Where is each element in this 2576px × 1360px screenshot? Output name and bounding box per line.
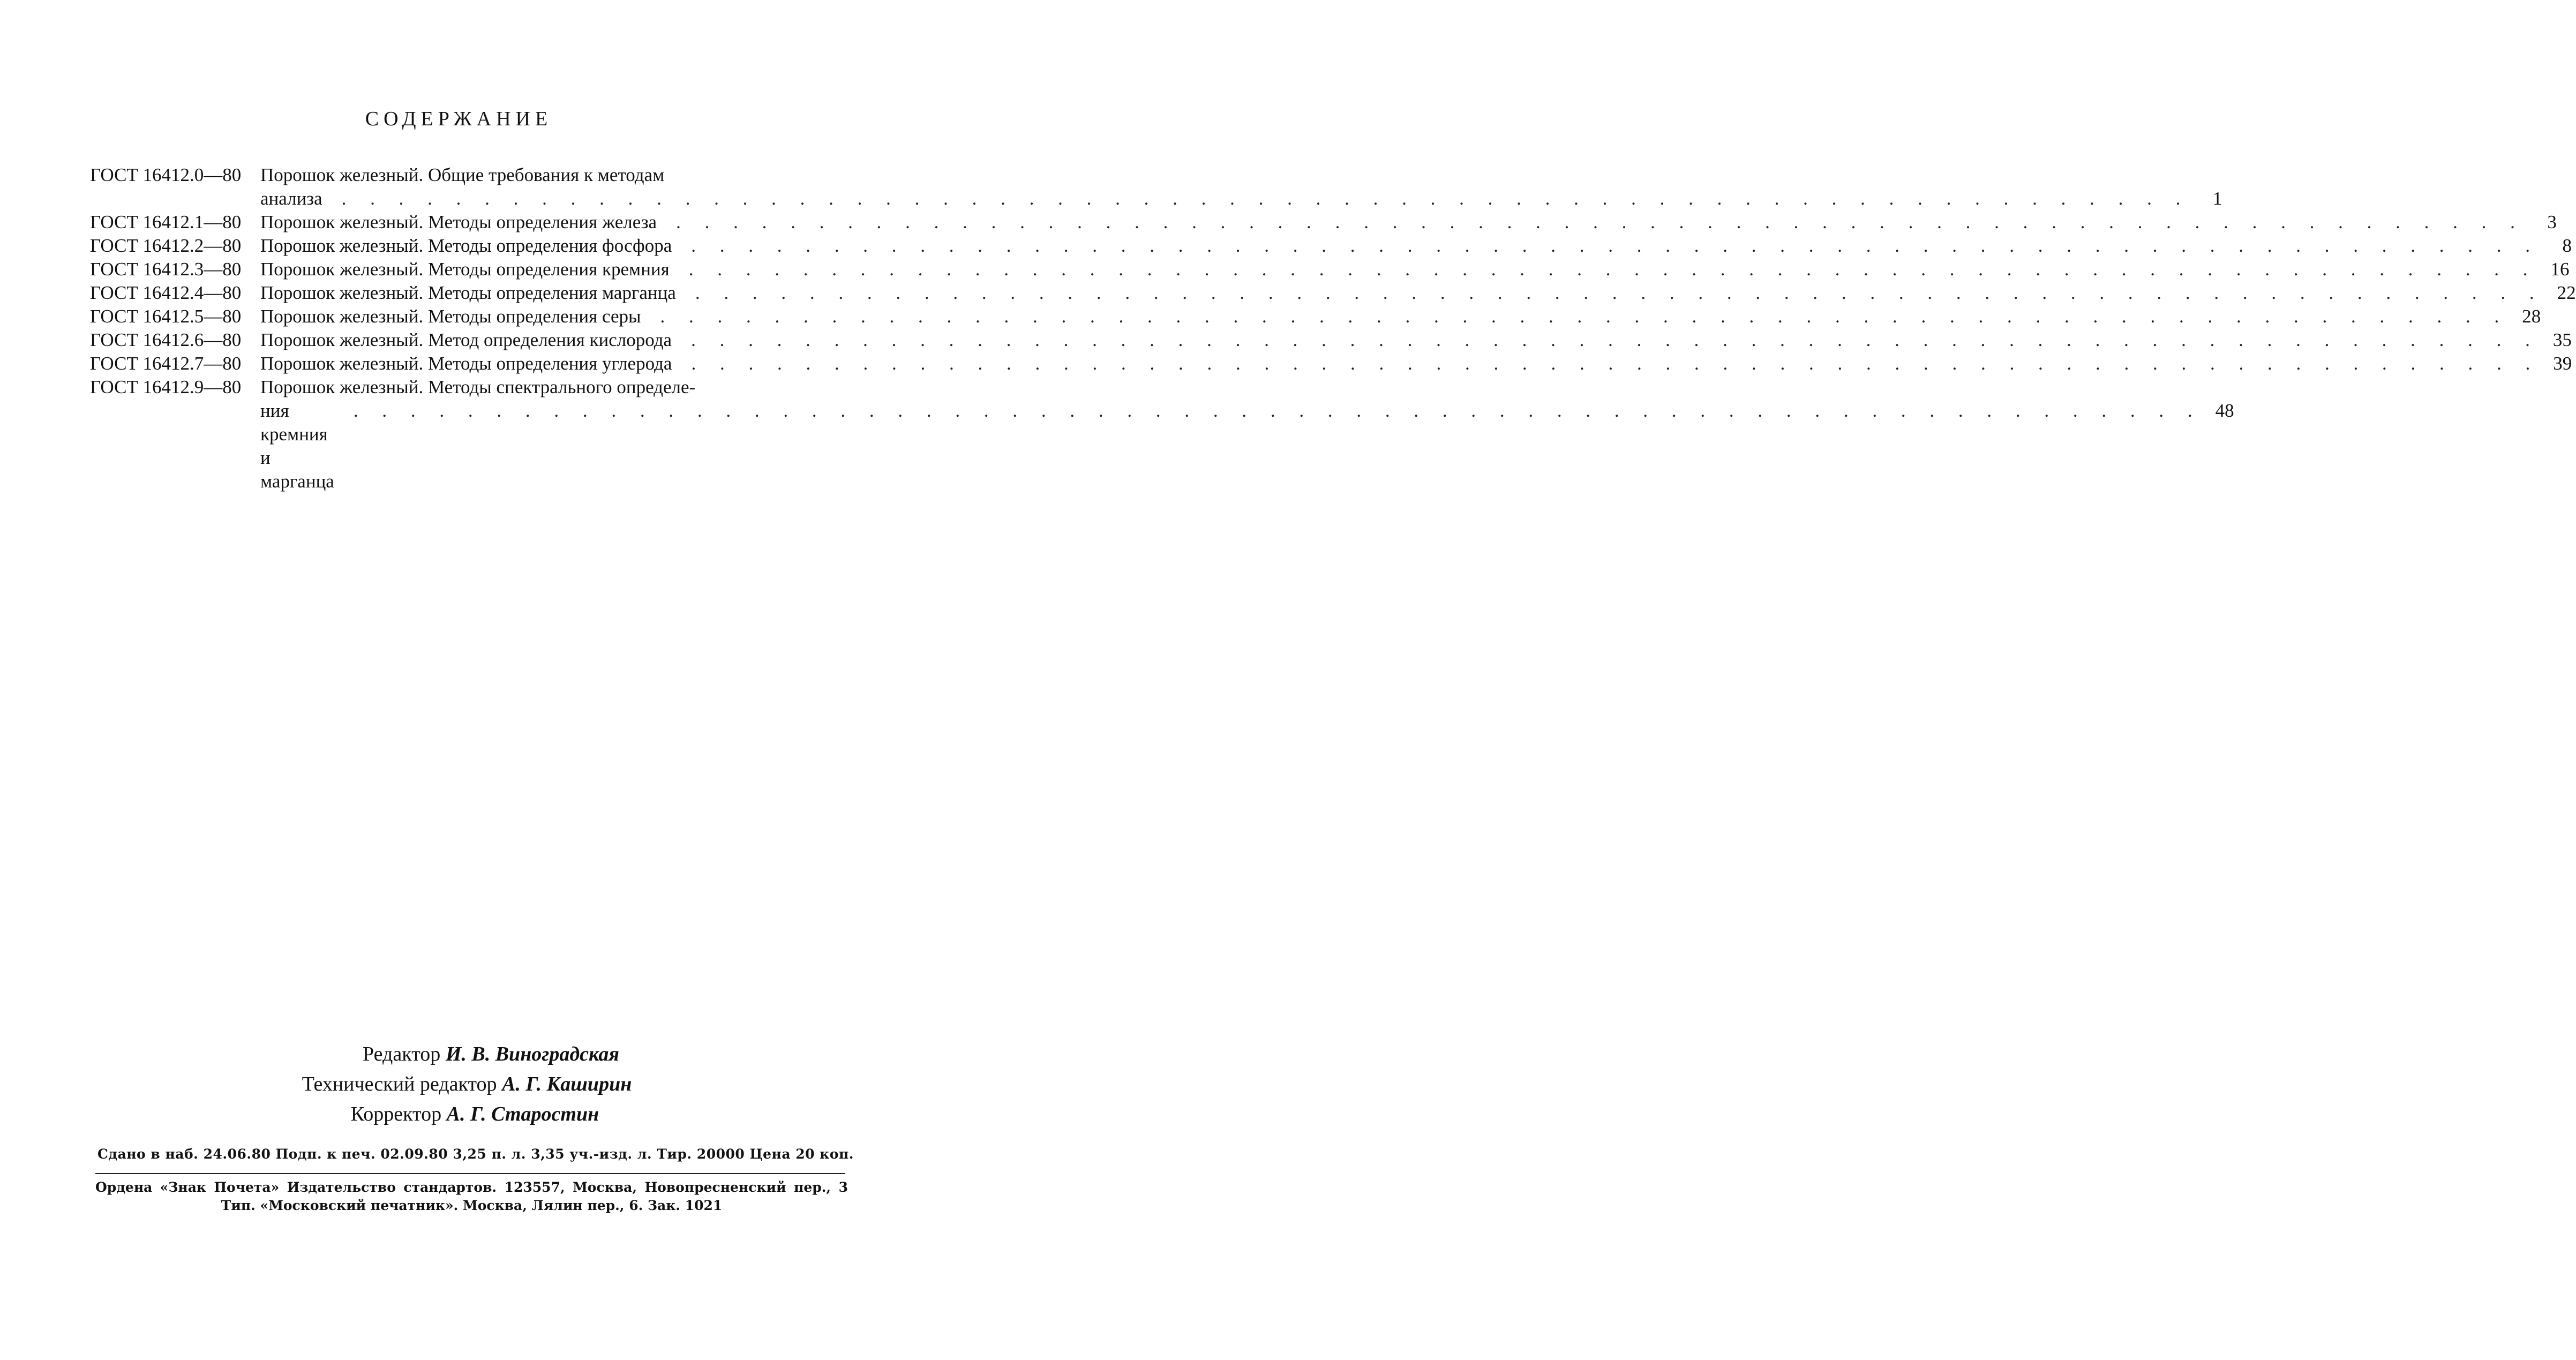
corrector-line	[0, 1099, 918, 1129]
toc-title: СОДЕРЖАНИЕ	[365, 108, 553, 130]
leader-dots	[334, 399, 2202, 493]
leader-dots	[657, 211, 2525, 234]
toc-entry-title-continued: анализа	[260, 188, 322, 209]
editor-name: И. В. Виноградская	[445, 1043, 619, 1065]
print-info: Сдано в наб. 24.06.80 Подп. к печ. 02.09.80 3,25 п. л. 3,35 уч.-изд. л. Тир. 20000 Цена 20 коп.	[97, 1146, 854, 1162]
leader-dots	[641, 305, 2509, 328]
toc-entry[interactable]	[90, 234, 2572, 258]
toc-entry[interactable]	[90, 305, 2541, 328]
table-of-contents	[90, 163, 2576, 493]
leader-dots	[672, 328, 2540, 352]
toc-entry-page: 22	[2557, 282, 2576, 303]
toc-entry[interactable]	[90, 211, 2557, 234]
publisher-line: Ордена «Знак Почета» Издательство стандартов. 123557, Москва, Новопресненский пер., 3	[95, 1179, 848, 1195]
toc-entry-title: Порошок железный. Методы определения углерода	[260, 353, 672, 374]
toc-entry[interactable]	[90, 258, 2570, 281]
toc-entry[interactable]	[90, 281, 2576, 305]
toc-entry[interactable]	[90, 352, 2572, 375]
toc-entry-title: Порошок железный. Методы определения серы	[260, 306, 641, 327]
toc-entry-page: 8	[2562, 235, 2572, 256]
tech-editor-label: Технический редактор	[302, 1073, 497, 1095]
leader-dots	[676, 281, 2544, 305]
publisher-info	[95, 1178, 848, 1215]
printer-line: Тип. «Московский печатник». Москва, Лялин пер., 6. Зак. 1021	[221, 1198, 723, 1213]
toc-entry-page: 16	[2550, 259, 2570, 280]
tech-editor-line	[0, 1069, 918, 1099]
toc-entry[interactable]	[90, 375, 2234, 493]
leader-dots	[672, 234, 2540, 258]
toc-entry-title: Порошок железный. Методы спектрального определе-	[260, 377, 696, 397]
corrector-label: Корректор	[350, 1103, 442, 1125]
divider	[95, 1173, 845, 1174]
toc-entry-page: 48	[2215, 400, 2234, 421]
toc-entry-code: ГОСТ 16412.9—80	[90, 377, 242, 397]
leader-dots	[322, 187, 2190, 211]
leader-dots	[670, 258, 2537, 281]
toc-entry-title: Порошок железный. Методы определения железа	[260, 212, 657, 232]
editor-label: Редактор	[363, 1043, 441, 1065]
toc-entry-code: ГОСТ 16412.3—80	[90, 259, 242, 280]
toc-entry-code: ГОСТ 16412.1—80	[90, 212, 242, 232]
toc-entry-title: Порошок железный. Методы определения фосфора	[260, 235, 672, 256]
toc-entry-page: 35	[2552, 329, 2572, 350]
toc-entry-code: ГОСТ 16412.5—80	[90, 306, 242, 327]
toc-entry-page: 3	[2547, 212, 2557, 232]
toc-entry-page: 28	[2522, 306, 2541, 327]
toc-entry-page: 39	[2553, 353, 2572, 374]
toc-entry-code: ГОСТ 16412.7—80	[90, 353, 242, 374]
toc-entry-page: 1	[2212, 188, 2222, 209]
corrector-name: А. Г. Старостин	[446, 1103, 599, 1125]
leader-dots	[672, 352, 2540, 375]
toc-entry[interactable]	[90, 163, 2222, 211]
toc-entry-code: ГОСТ 16412.6—80	[90, 329, 242, 350]
toc-entry-title: Порошок железный. Методы определения кремния	[260, 259, 670, 280]
toc-entry[interactable]	[90, 328, 2572, 352]
tech-editor-name: А. Г. Каширин	[502, 1073, 632, 1095]
toc-entry-title-continued: ния кремния и марганца	[260, 400, 334, 492]
toc-entry-code: ГОСТ 16412.2—80	[90, 235, 242, 256]
toc-entry-code: ГОСТ 16412.4—80	[90, 282, 242, 303]
credits-block	[0, 1039, 918, 1129]
editor-line	[0, 1039, 918, 1069]
toc-entry-code: ГОСТ 16412.0—80	[90, 164, 242, 185]
toc-entry-title: Порошок железный. Методы определения марганца	[260, 282, 676, 303]
toc-entry-title: Порошок железный. Общие требования к методам	[260, 164, 665, 185]
toc-entry-title: Порошок железный. Метод определения кислорода	[260, 329, 672, 350]
